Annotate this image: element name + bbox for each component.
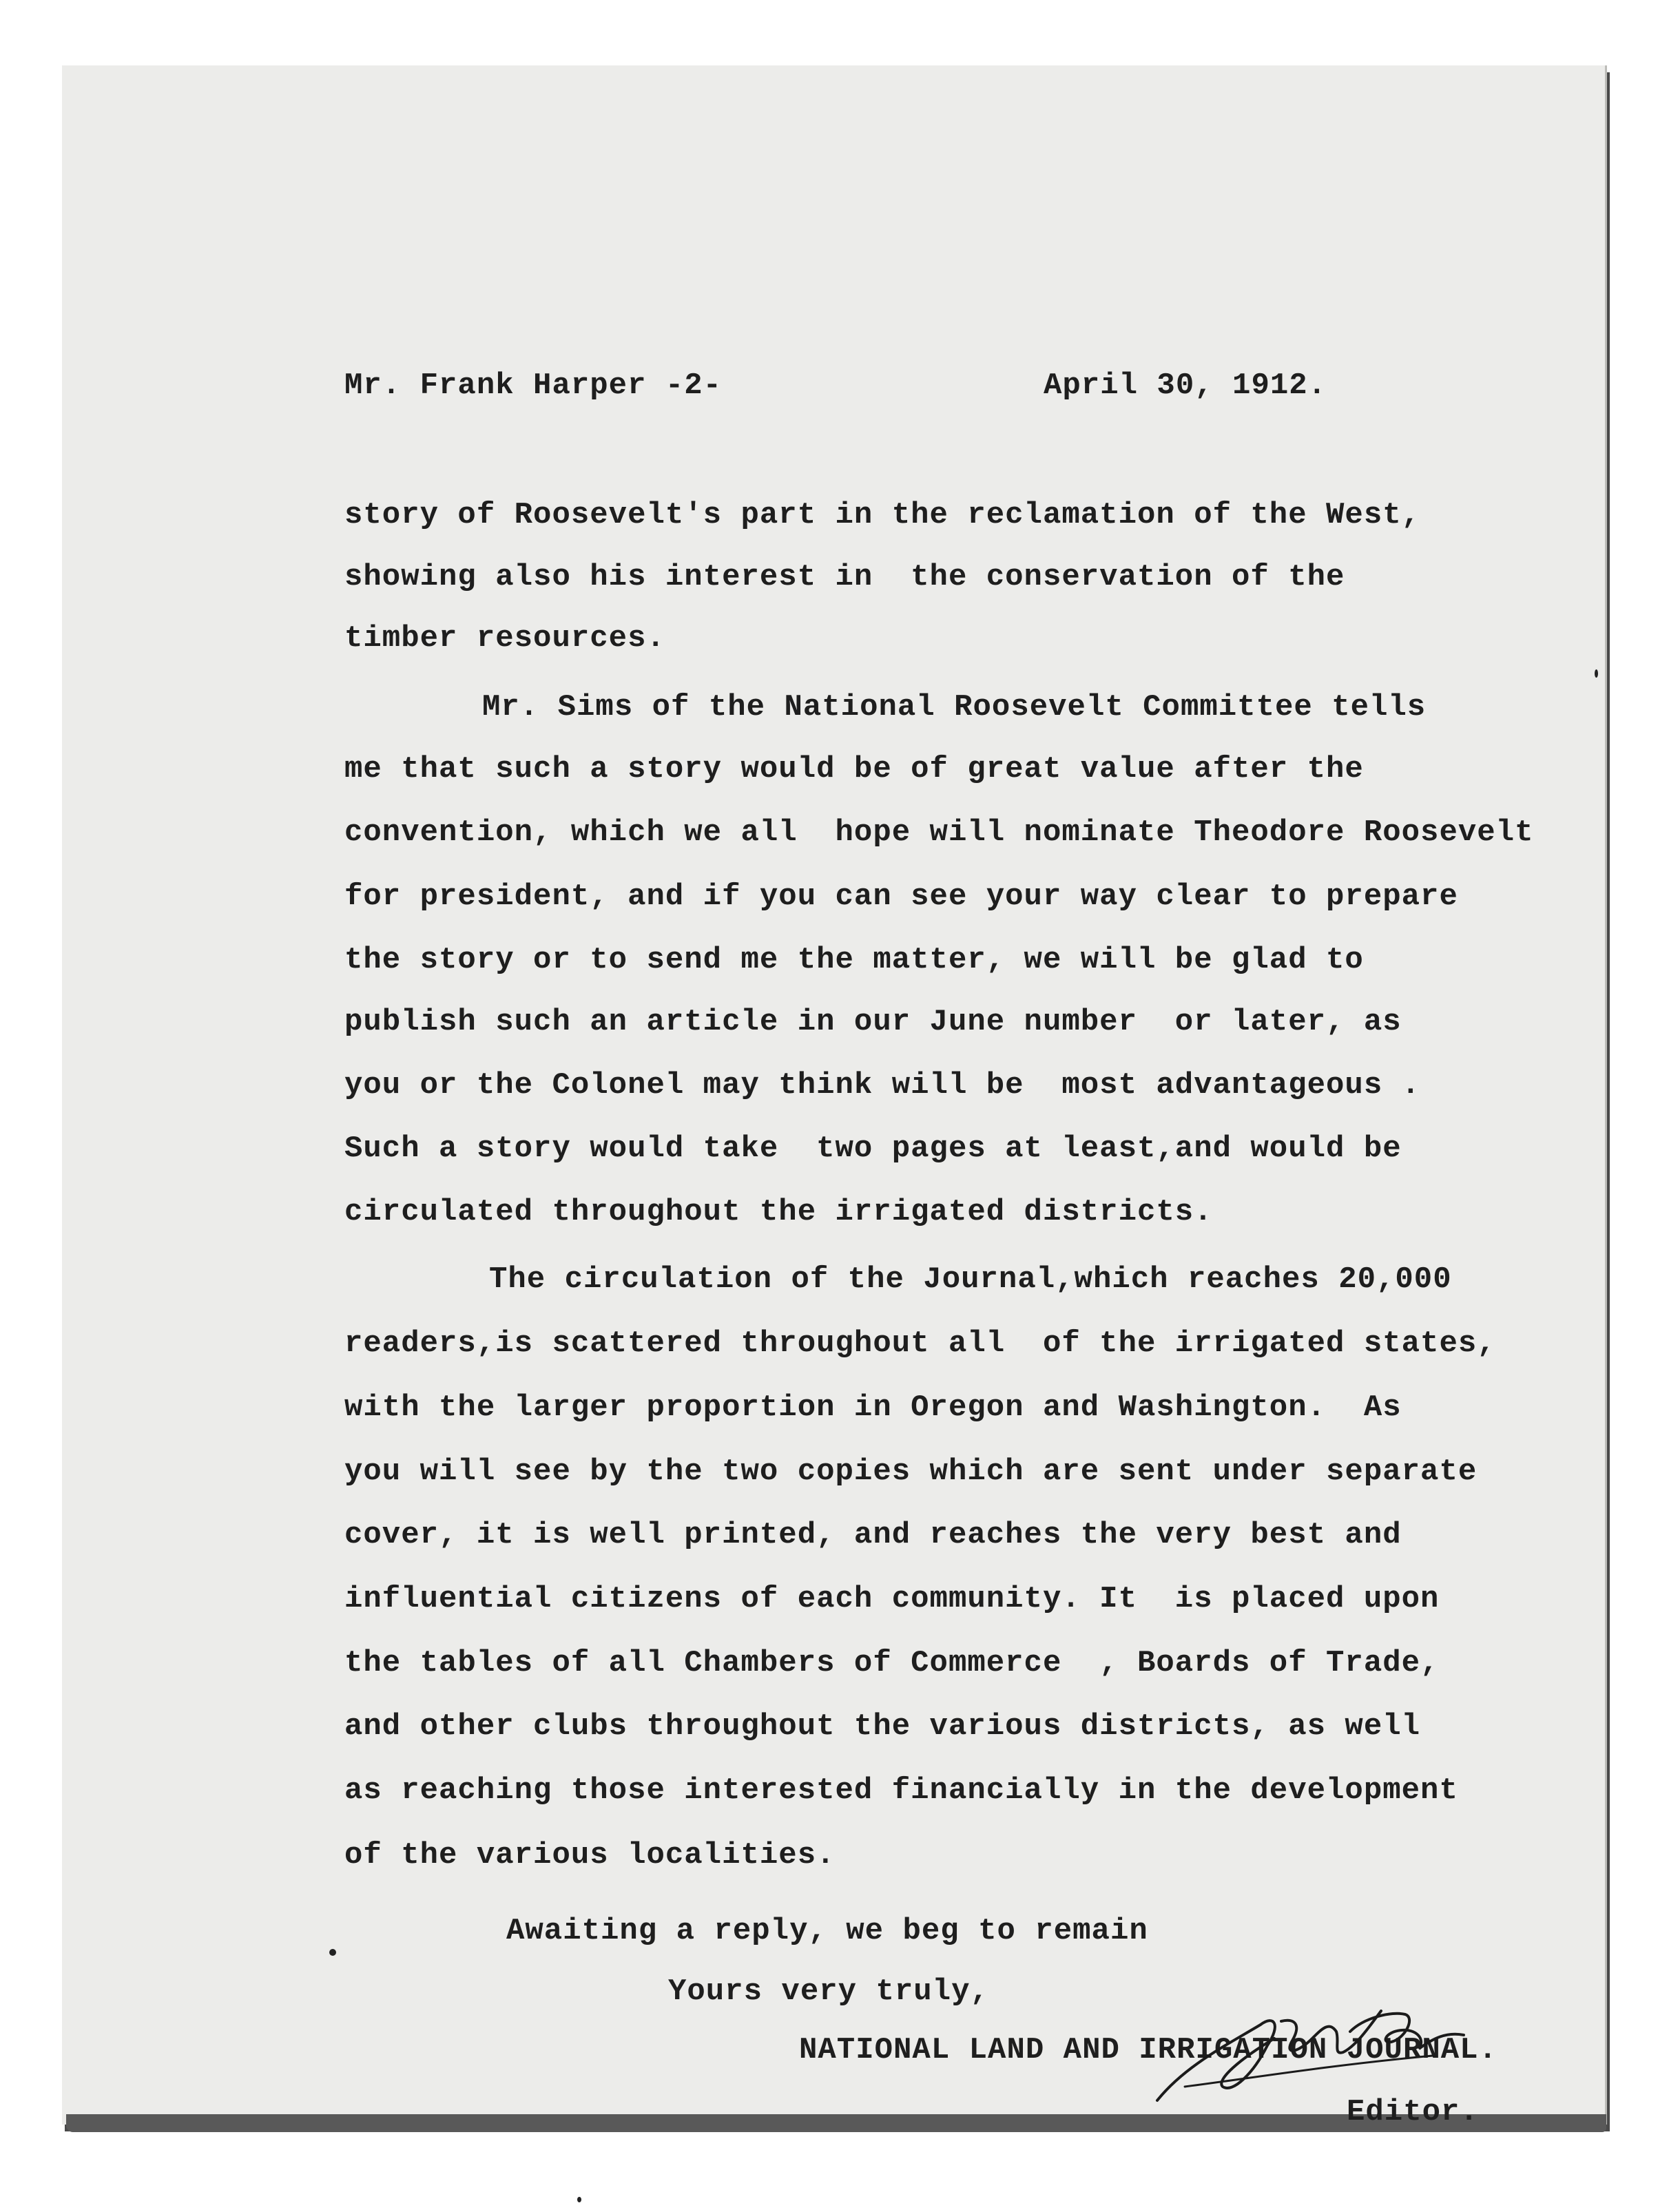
recipient-line: Mr. Frank Harper -2-: [344, 368, 723, 403]
body-line: convention, which we all hope will nominate Theodore Roosevelt: [344, 815, 1534, 850]
body-line: Such a story would take two pages at least,and would be: [344, 1131, 1402, 1166]
body-line: timber resources.: [344, 621, 665, 656]
closing-phrase: Awaiting a reply, we beg to remain: [506, 1914, 1148, 1948]
body-line: publish such an article in our June number or later, as: [344, 1005, 1402, 1039]
ink-mark: [1595, 669, 1598, 678]
body-line: of the various localities.: [344, 1838, 836, 1872]
signer-title: Editor.: [1347, 2095, 1479, 2129]
body-line: as reaching those interested financially in the development: [344, 1773, 1458, 1808]
body-line: the tables of all Chambers of Commerce , Boards of Trade,: [344, 1646, 1440, 1680]
body-line: the story or to send me the matter, we will be glad to: [344, 943, 1364, 977]
body-line: circulated throughout the irrigated districts.: [344, 1195, 1213, 1229]
body-line: cover, it is well printed, and reaches the very best and: [344, 1518, 1402, 1552]
complimentary-close: Yours very truly,: [668, 1974, 989, 2009]
body-line: readers,is scattered throughout all of the irrigated states,: [344, 1326, 1496, 1361]
body-line: Mr. Sims of the National Roosevelt Committee tells: [482, 690, 1427, 724]
body-line: with the larger proportion in Oregon and Washington. As: [344, 1390, 1402, 1425]
ink-dot: [329, 1949, 336, 1956]
body-line: story of Roosevelt's part in the reclamation of the West,: [344, 498, 1421, 532]
body-line: and other clubs throughout the various districts, as well: [344, 1709, 1421, 1744]
body-line: showing also his interest in the conservation of the: [344, 560, 1345, 594]
body-line: for president, and if you can see your way clear to prepare: [344, 879, 1458, 914]
organization-name: NATIONAL LAND AND IRRIGATION JOURNAL.: [799, 2033, 1497, 2067]
ink-mark: [577, 2197, 581, 2202]
body-line: you or the Colonel may think will be most advantageous .: [344, 1068, 1421, 1103]
body-line: you will see by the two copies which are sent under separate: [344, 1454, 1478, 1489]
body-line: me that such a story would be of great value after the: [344, 752, 1364, 786]
letter-date: April 30, 1912.: [1044, 368, 1327, 403]
body-line: The circulation of the Journal,which reaches 20,000: [489, 1262, 1452, 1297]
handwritten-signature: [1143, 1983, 1488, 2121]
body-line: influential citizens of each community. It is placed upon: [344, 1582, 1440, 1616]
